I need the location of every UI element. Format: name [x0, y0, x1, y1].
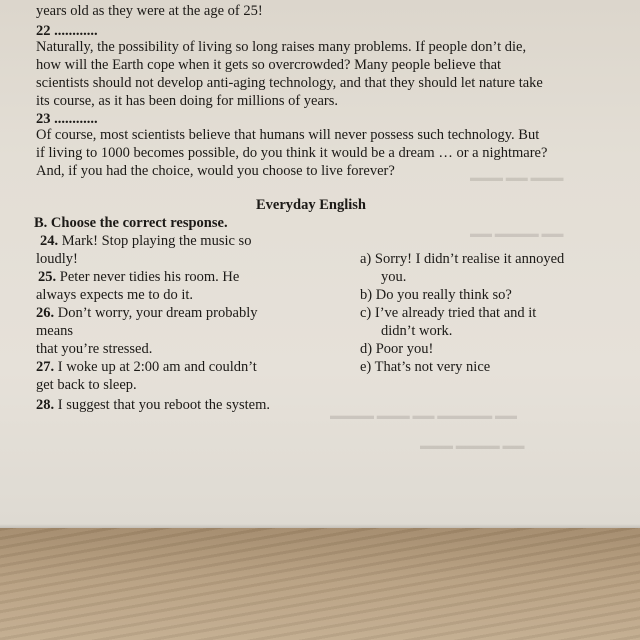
bleed-through: ▬▬▬ ▬▬▬▬ ▬▬	[420, 440, 525, 452]
question-25-cont: always expects me to do it.	[36, 287, 194, 303]
question-number: 24.	[40, 233, 59, 249]
answer-text: That’s not very nice	[374, 359, 491, 375]
question-number: 25.	[38, 269, 57, 285]
paragraph-23-line: And, if you had the choice, would you choose to live forever?	[36, 163, 395, 179]
answer-a	[360, 250, 564, 268]
question-26-cont: means	[36, 323, 74, 339]
answer-c	[360, 304, 536, 322]
paragraph-23-line: if living to 1000 becomes possible, do you think it would be a dream … or a nightmare?	[36, 145, 548, 161]
question-number: 28.	[36, 397, 55, 413]
answer-letter: b)	[360, 287, 373, 303]
answer-a-cont: you.	[381, 269, 407, 285]
question-number: 26.	[36, 305, 55, 321]
section-instruction: B. Choose the correct response.	[34, 215, 228, 231]
question-text: I suggest that you reboot the system.	[57, 397, 270, 413]
bleed-through: ▬▬▬ ▬▬ ▬▬▬	[470, 172, 564, 184]
passage-top-line: years old as they were at the age of 25!	[36, 3, 263, 19]
question-text: Don’t worry, your dream probably	[57, 305, 258, 321]
paragraph-22-line: Naturally, the possibility of living so long raises many problems. If people don’t die,	[36, 39, 527, 55]
paragraph-22-line: scientists should not develop anti-aging technology, and that they should let nature take	[36, 75, 543, 91]
question-26	[36, 304, 257, 322]
question-text: Mark! Stop playing the music so	[61, 233, 252, 249]
answer-text: Sorry! I didn’t realise it annoyed	[374, 251, 565, 267]
bleed-through: ▬▬▬▬ ▬▬▬ ▬▬ ▬▬▬▬▬ ▬▬	[330, 410, 517, 422]
paragraph-22-line: how will the Earth cope when it gets so overcrowded? Many people believe that	[36, 57, 502, 73]
question-27	[36, 358, 257, 376]
answer-e	[360, 358, 490, 376]
answer-text: Poor you!	[375, 341, 434, 357]
answer-c-cont: didn’t work.	[381, 323, 453, 339]
question-25	[38, 268, 239, 286]
question-text: Peter never tidies his room. He	[59, 269, 240, 285]
answer-text: I’ve already tried that and it	[374, 305, 537, 321]
question-28	[36, 396, 270, 414]
question-26-cont: that you’re stressed.	[36, 341, 153, 357]
answer-letter: e)	[360, 359, 372, 375]
bleed-through: ▬▬ ▬▬▬▬ ▬▬	[470, 228, 564, 240]
answer-b	[360, 286, 512, 304]
answer-letter: a)	[360, 251, 372, 267]
answer-text: Do you really think so?	[375, 287, 512, 303]
paragraph-22-number: 22 ............	[36, 23, 98, 39]
question-text: I woke up at 2:00 am and couldn’t	[57, 359, 257, 375]
paragraph-22-line: its course, as it has been doing for millions of years.	[36, 93, 339, 109]
answer-letter: c)	[360, 305, 372, 321]
paragraph-23-line: Of course, most scientists believe that humans will never possess such technology. But	[36, 127, 540, 143]
question-27-cont: get back to sleep.	[36, 377, 137, 393]
question-number: 27.	[36, 359, 55, 375]
paragraph-23-number: 23 ............	[36, 111, 98, 127]
question-24	[40, 232, 251, 250]
question-24-cont: loudly!	[36, 251, 78, 267]
answer-letter: d)	[360, 341, 373, 357]
section-title: Everyday English	[256, 197, 366, 213]
wooden-table-surface	[0, 528, 640, 640]
answer-d	[360, 340, 433, 358]
